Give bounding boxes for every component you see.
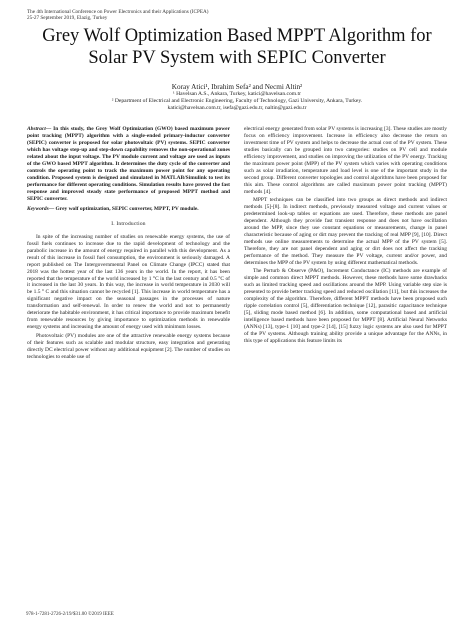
body-columns	[27, 126, 447, 362]
paper-title: Grey Wolf Optimization Based MPPT Algorithm for Solar PV System with SEPIC Converter	[42, 26, 432, 68]
author-emails: katici@havelsan.com.tr, isefa@gazi.edu.tr, naltin@gazi.edu.tr	[167, 105, 307, 112]
intro-paragraph: Photovoltaic (PV) modules are one of the attractive renewable energy systems because of their features such as scalable and modular structure, easy integration and generating directly DC electrical power without any additional equipment [2]. The number of studies on technologies to enable use of	[27, 332, 230, 360]
copyright-footer: 978-1-7281-2726-2/19/$31.00 ©2019 IEEE	[26, 612, 114, 617]
conference-header: The 4th International Conference on Power Electronics and their Applications (ICPEA)	[27, 9, 209, 15]
body-paragraph: MPPT techniques can be classified into two groups as direct methods and indirect methods [5]-[8]. In indirect methods, previously measured voltage and current values or predetermined look-up tables or equations are used. Therefore, these methods are panel dependent. Although they provide fast transient response and does not have oscillation around the MPP, since they use constant equations or measurements, change in panel characteristic because of aging or dirt may prevent the tracking of real MPP [9], [10]. Direct methods use online measurements to determine the actual MPP of the PV system [5]. Therefore, they are not panel dependent and aging or dirt does not affect the tracking performance of the method. They measure the PV voltage, current and/or power, and determines the MPP of the PV system by using different mathematical methods.	[244, 197, 447, 267]
keywords-label: Keywords—	[27, 205, 55, 212]
section-heading-introduction: I. Introduction	[111, 220, 146, 227]
keywords-text: Grey wolf optimization, SEPIC converter, MPPT, PV module.	[54, 205, 199, 212]
left-column	[27, 126, 230, 362]
abstract-label: Abstract—	[27, 126, 52, 133]
keywords	[27, 206, 230, 213]
conference-date-place: 25-27 September 2019, Elazig, Turkey	[27, 15, 108, 22]
author-list: Koray Atici¹, Ibrahim Sefa² and Necmi Altin²	[171, 83, 303, 92]
body-paragraph: The Perturb & Observe (P&O), Increment Conductance (IC) methods are example of simple and common direct MPPT methods. However, these methods have some drawbacks such as limited tracking speed and oscillations around the MPP. Using variable step size is presented to provide better tracking speed and reduced oscillation [11], but this increases the complexity of the algorithm. Therefore, different MPPT methods have been proposed such ripple correlation control [5], differentiation technique [12], parasitic capacitance technique [5], sliding mode based method [6]. In addition, some computational based and artificial intelligence based methods have been proposed for MPPT [8]. Artificial Neural Networks (ANNs) [13], type-1 [10] and type-2 [14], [15] fuzzy logic systems are also used for MPPT of the PV systems. Although training ability provide a unique advantage for the ANNs, in this type of applications this feature limits its	[244, 268, 447, 344]
body-paragraph: electrical energy generated from solar PV systems is increasing [3]. These studies are mostly focus on efficiency improvement. Increase in efficiency also decrease the return on investment time of PV system and helps to decrease the actual cost of the PV system. These studies basically can be grouped into two categories: studies on PV cell and module efficiency improvement, and studies on improving the utilization of the PV energy. Tracking the maximum power point (MPP) of the PV system which varies with operating conditions such as solar irradiation, temperature and load level is one of the important study in the second group. Different converter topologies and control algorithms have been proposed for this aim. These control algorithms are called maximum power point tracking (MPPT) methods [4].	[244, 126, 447, 195]
abstract-text: In this study, the Grey Wolf Optimization (GWO) based maximum power point tracking (MPPT) algorithm with a single-ended primary-inductor converter (SEPIC) converter is proposed for solar photovoltaic (PV) systems. SEPIC converter which has voltage step-up and step-down capability removes the non-operational zones related about the input voltage. The PV module current and voltage are used as inputs of the GWO based MPPT algorithm. It determines the duty cycle of the converter and controls the operating point to track the maximum power point for any operating condition. Proposed system is designed and simulated in MATLAB/Simulink to test its performance for different operating conditions. Simulation results have proved the fast response and improved steady state performance of proposed MPPT method and SEPIC converter.	[27, 126, 230, 202]
right-column	[244, 126, 447, 346]
affiliation-1: ¹ Havelsan A.S., Ankara, Turkey, katici@havelsan.com.tr	[173, 91, 301, 98]
abstract	[27, 126, 230, 202]
affiliation-2: ² Department of Electrical and Electronic Engineering, Faculty of Technology, Gazi University, Ankara, Turkey.	[111, 98, 363, 105]
intro-paragraph: In spite of the increasing number of studies on renewable energy systems, the use of fossil fuels continues to increase due to the rapid development of technology and the parabolic increase in the amount of energy required in parallel with this development. As a result of this increase in fossil fuel consumption, the environment is seriously damaged. A report published on The Intergovernmental Panel on Climate Change (IPCC) stated that 2018 was the hottest year of the last 136 years in the world. In the report, it has been reported that the temperature of the world increased by 1 °C in the last century and 0.5 °C of it increased in the last 30 years. In this way, the increase in world temperature in 2030 will be 1.5 ° C and this situation cannot be recycled [1]. This increase in world temperature has a significant negative impact on the seasonal passages in the processes of nature transformation and self-renewal. In order to renew the world and not to permanently deteriorate the habitable environment, it has critical importance to provide maximum benefit from renewable resources by giving importance to optimization methods in renewable energy systems and increasing the amount of energy used with minimum losses.	[27, 233, 230, 331]
